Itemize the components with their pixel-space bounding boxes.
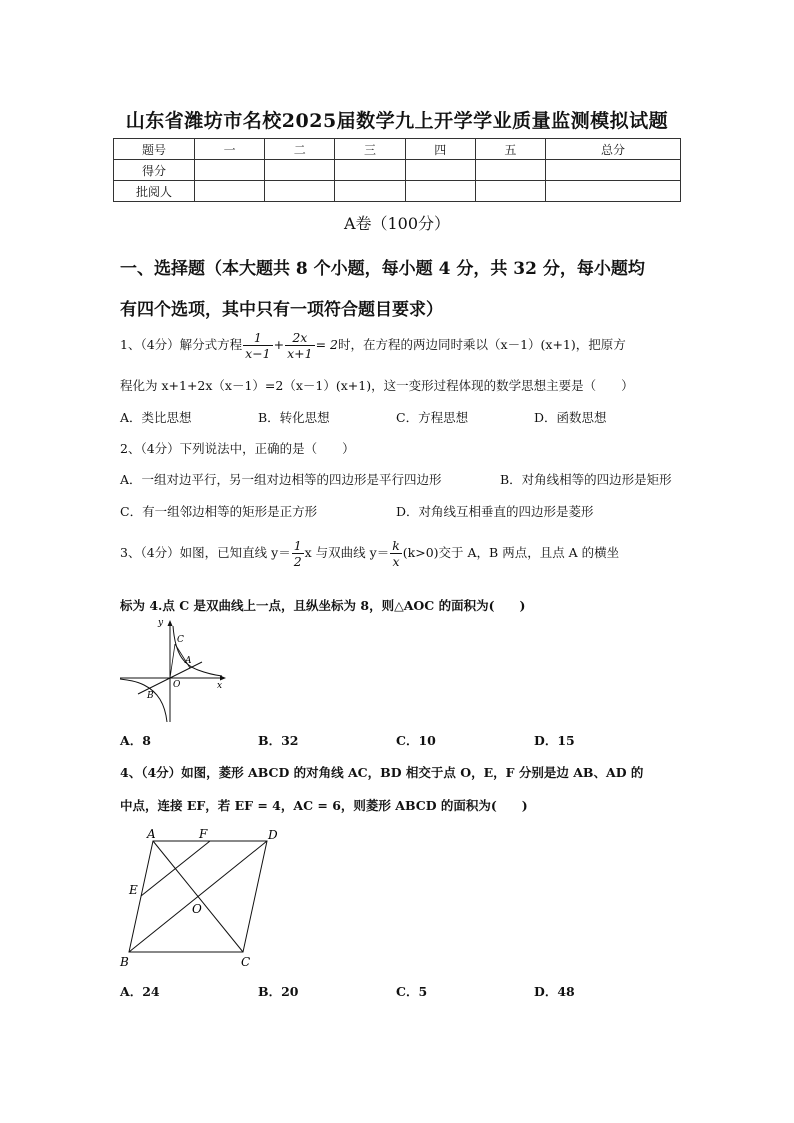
score-table (113, 138, 681, 202)
hyperbola-branch-1 (173, 626, 222, 676)
score-table-cell[interactable] (195, 160, 265, 181)
score-table-header-row (114, 139, 681, 160)
question-3-line2: 标为 4.点 C 是双曲线上一点，且纵坐标为 8，则△AOC 的面积为( ) (120, 598, 526, 613)
hyperbola-branch-3 (120, 679, 167, 722)
q1-option-d[interactable]: D．函数思想 (534, 410, 607, 425)
q3-option-d[interactable]: D．15 (534, 733, 575, 748)
score-table-cell[interactable] (405, 181, 475, 202)
question-1-line1: 1、（4分）解分式方程 $\frac{1}{x-1}$ + $\frac{2x}{x+1}$ = 2时，在方程的两边同时乘以（x－1）(x+1)，把原方 (120, 330, 626, 361)
score-table-cell[interactable] (475, 160, 545, 181)
score-table-cell: 四 (405, 139, 475, 160)
score-table-cell: 五 (475, 139, 545, 160)
section1-heading-line2: 有四个选项，其中只有一项符合题目要求） (120, 300, 443, 320)
label-c: C (177, 635, 184, 645)
q4-option-a[interactable]: A．24 (120, 984, 160, 999)
score-table-cell[interactable] (335, 181, 405, 202)
score-table-cell: 二 (265, 139, 335, 160)
label-b: B (147, 691, 154, 701)
q3-option-c[interactable]: C．10 (396, 733, 436, 748)
hyperbola-figure (118, 614, 230, 726)
question-2-stem: 2、（4分）下列说法中，正确的是（ ） (120, 441, 355, 456)
section1-heading-line1: 一、选择题（本大题共 8 个小题，每小题 4 分，共 32 分，每小题均 (120, 259, 645, 279)
fraction: $\frac{2x}{x+1}$ (287, 330, 313, 361)
question-4-line1: 4、（4分）如图，菱形 ABCD 的对角线 AC，BD 相交于点 O，E，F 分别是边 AB、AD 的 (120, 765, 644, 780)
page-title: 山东省潍坊市名校2025届数学九上开学学业质量监测模拟试题 (125, 110, 669, 132)
score-table-cell[interactable] (405, 160, 475, 181)
q4-option-b[interactable]: B．20 (258, 984, 299, 999)
score-table-cell: 得分 (114, 160, 195, 181)
q1-option-a[interactable]: A．类比思想 (120, 410, 192, 425)
q3-option-a[interactable]: A．8 (120, 733, 151, 748)
label-a: A (147, 827, 156, 841)
paper-a-heading: A卷（100分） (343, 214, 451, 233)
question-3-line1: 3、（4分）如图，已知直线 y＝ $\frac{1}{2}$ x 与双曲线 y＝ $\frac{k}{x}$ (k>0)交于 A，B 两点，且点 A 的横坐 (120, 538, 620, 569)
label-e: E (129, 883, 138, 897)
score-table-cell: 批阅人 (114, 181, 195, 202)
score-table-cell[interactable] (475, 181, 545, 202)
q2-option-c[interactable]: C．有一组邻边相等的矩形是正方形 (120, 504, 318, 519)
question-4-line2: 中点，连接 EF，若 EF = 4，AC = 6，则菱形 ABCD 的面积为( ) (120, 798, 528, 813)
fraction: $\frac{k}{x}$ (392, 538, 400, 569)
q3-option-b[interactable]: B．32 (258, 733, 299, 748)
q1-option-c[interactable]: C．方程思想 (396, 410, 469, 425)
score-table-cell[interactable] (546, 160, 681, 181)
fraction: $\frac{1}{2}$ (293, 538, 302, 569)
q4-option-d[interactable]: D．48 (534, 984, 575, 999)
score-table-cell[interactable] (335, 160, 405, 181)
y-axis-arrow (168, 620, 173, 626)
label-b: B (120, 955, 129, 969)
q1-option-b[interactable]: B．转化思想 (258, 410, 330, 425)
score-table-cell: 一 (195, 139, 265, 160)
label-x: x (217, 681, 223, 691)
score-table-row (114, 160, 681, 181)
label-a: A (185, 656, 192, 666)
rhombus-figure (115, 824, 290, 969)
fraction: $\frac{1}{x-1}$ (245, 330, 271, 361)
label-f: F (199, 827, 208, 841)
question-1-line2: 程化为 x+1+2x（x－1）=2（x－1）(x+1)，这一变形过程体现的数学思想主要是（ ） (120, 378, 634, 393)
score-table-cell: 三 (335, 139, 405, 160)
q2-option-b[interactable]: B．对角线相等的四边形是矩形 (500, 472, 672, 487)
label-o: O (192, 902, 202, 916)
score-table-cell[interactable] (265, 181, 335, 202)
label-d: D (268, 828, 278, 842)
q2-option-d[interactable]: D．对角线互相垂直的四边形是菱形 (396, 504, 594, 519)
score-table-cell: 总分 (546, 139, 681, 160)
score-table-row (114, 181, 681, 202)
label-c: C (241, 955, 251, 969)
segment-oc (170, 644, 175, 678)
score-table-cell: 题号 (114, 139, 195, 160)
score-table-cell[interactable] (195, 181, 265, 202)
q2-option-a[interactable]: A．一组对边平行，另一组对边相等的四边形是平行四边形 (120, 472, 442, 487)
score-table-cell[interactable] (265, 160, 335, 181)
q4-option-c[interactable]: C．5 (396, 984, 428, 999)
label-y: y (158, 618, 164, 628)
score-table-cell[interactable] (546, 181, 681, 202)
label-o: O (173, 680, 181, 690)
